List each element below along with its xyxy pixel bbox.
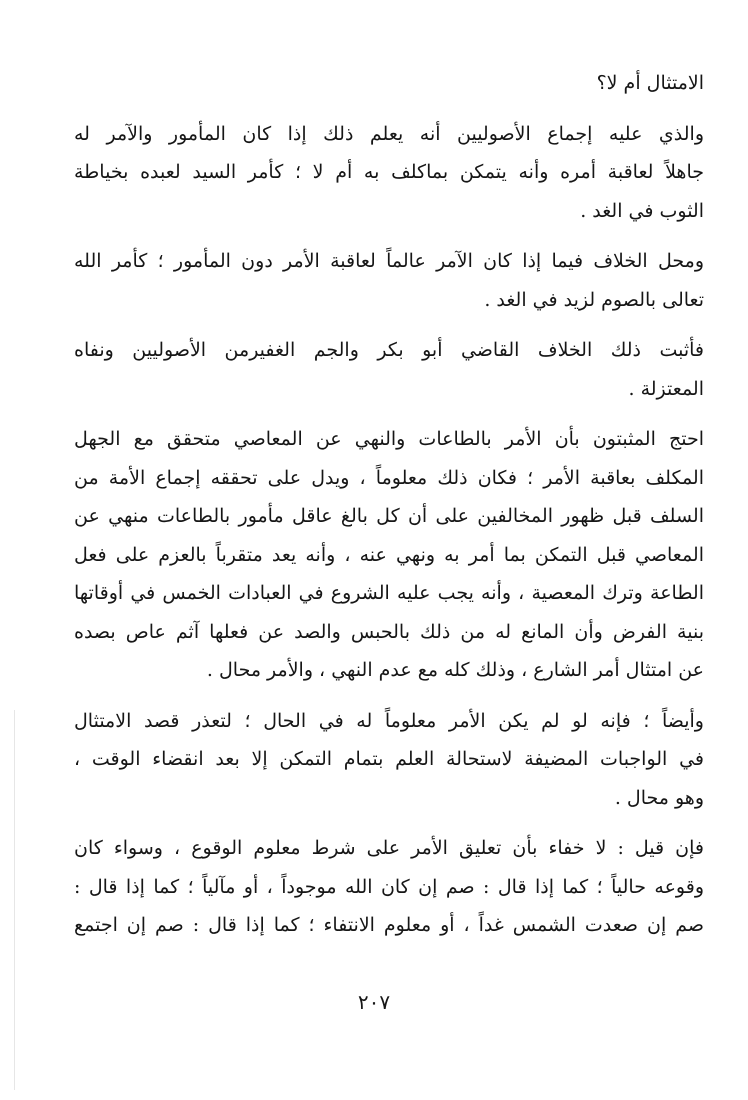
text-line: احتج المثبتون بأن الأمر بالطاعات والنهي عن المعاصي متحقق مع الجهل (74, 428, 704, 450)
text-line: بنية الفرض وأن المانع له من ذلك بالحبس والصد عن فعلها آثم عاص بصده (74, 620, 704, 643)
text-line: تعالى بالصوم لزيد في الغد . (484, 288, 704, 311)
text-line: السلف قبل ظهور المخالفين على أن كل بالغ عاقل مأمور بالطاعات منهي عن (74, 505, 704, 527)
paragraph-2 (74, 115, 704, 231)
scan-edge-divider (14, 710, 15, 1090)
text-line: وهو محال . (614, 786, 704, 809)
text-line: وأيضاً ؛ فإنه لو لم يكن الأمر معلوماً له في الحال ؛ لتعذر قصد الامتثال (74, 709, 704, 732)
text-line: ومحل الخلاف فيما إذا كان الآمر عالماً لعاقبة الأمر دون المأمور ؛ كأمر الله (74, 250, 704, 272)
page-number: ٢٠٧ (357, 990, 391, 1014)
text-line: المكلف بعاقبة الأمر ؛ فكان ذلك معلوماً ، ويدل على تحققه إجماع الأمة من (74, 466, 704, 489)
paragraph-5 (74, 420, 704, 690)
text-line: الثوب في الغد . (580, 199, 704, 222)
page-body-text (74, 64, 704, 957)
text-line: فإن قيل : لا خفاء بأن تعليق الأمر على شرط معلوم الوقوع ، وسواء كان (74, 837, 704, 859)
text-line: الامتثال أم لا؟ (596, 72, 704, 94)
text-line: الطاعة وترك المعصية ، وأنه يجب عليه الشروع في العبادات الخمس في أوقاتها (74, 582, 704, 604)
text-line: والذي عليه إجماع الأصوليين أنه يعلم ذلك إذا كان المأمور والآمر له (74, 122, 704, 145)
paragraph-6 (74, 702, 704, 818)
text-line: صم إن صعدت الشمس غداً ، أو معلوم الانتفاء ؛ كما إذا قال : صم إن اجتمع (74, 914, 704, 936)
text-line: وقوعه حالياً ؛ كما إذا قال : صم إن كان الله موجوداً ، أو مآلياً ؛ كما إذا قال : (74, 875, 704, 898)
text-line: جاهلاً لعاقبة أمره وأنه يتمكن بماكلف به أم لا ؛ كأمر السيد لعبده بخياطة (74, 161, 704, 183)
text-line: المعاصي قبل التمكن بما أمر به ونهي عنه ، وأنه يعد متقرباً بالعزم على فعل (74, 543, 704, 566)
text-line: المعتزلة . (628, 377, 704, 400)
paragraph-3 (74, 242, 704, 319)
text-line: في الواجبات المضيفة لاستحالة العلم بتمام التمكن إلا بعد انقضاء الوقت ، (74, 748, 704, 770)
paragraph-4 (74, 331, 704, 408)
text-line: عن امتثال أمر الشارع ، وذلك كله مع عدم النهي ، والأمر محال . (206, 659, 704, 681)
text-line: فأثبت ذلك الخلاف القاضي أبو بكر والجم الغفيرمن الأصوليين ونفاه (74, 339, 704, 361)
paragraph-7 (74, 829, 704, 945)
paragraph-1 (74, 64, 704, 103)
